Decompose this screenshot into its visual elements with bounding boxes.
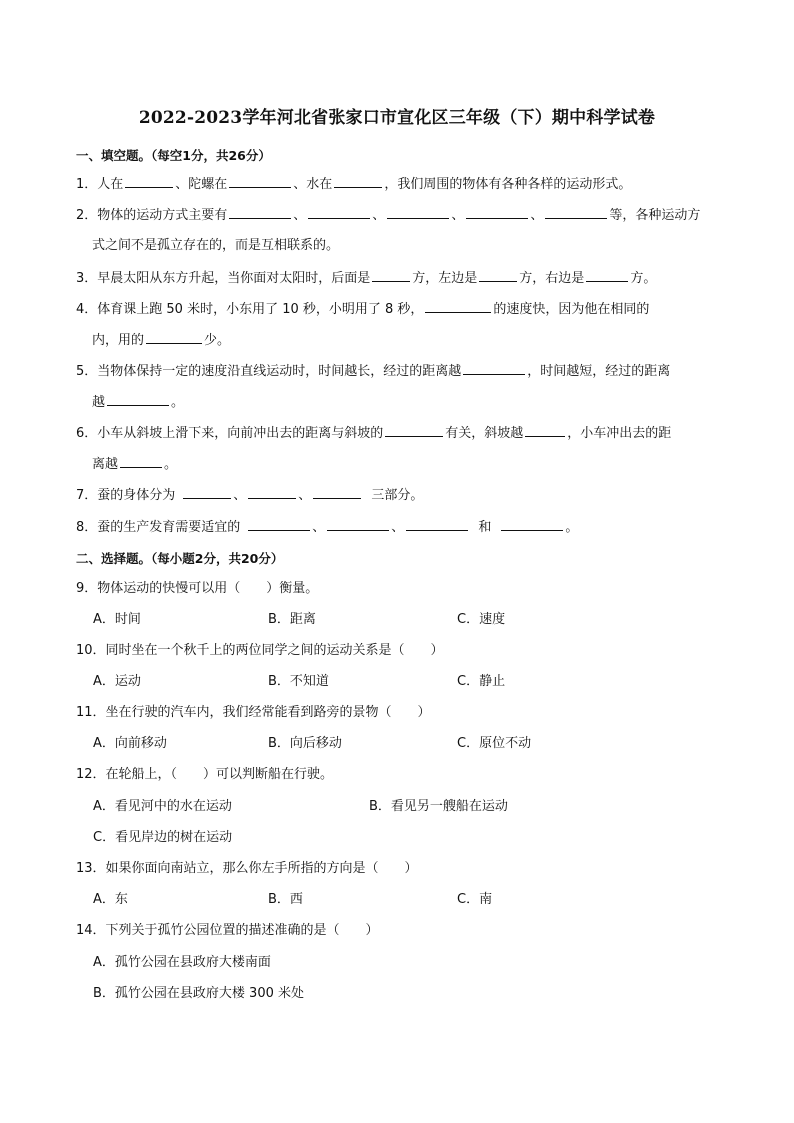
q7-sep: 、 [233,488,247,503]
q7-blank-1[interactable] [183,486,231,499]
q4-blank-2[interactable] [146,331,202,344]
q6-text-b: 有关，斜坡越 [445,426,524,441]
q8-blank-3[interactable] [406,518,468,531]
exam-title: 2022-2023学年河北省张家口市宣化区三年级（下）期中科学试卷 [138,108,656,128]
question-5 [76,362,670,381]
q2-blank-2[interactable] [308,206,370,219]
q4-text-b: 的速度快，因为他在相同的 [493,302,650,317]
q3-text-b: 方，左边是 [412,271,478,286]
q4-text-a: 4．体育课上跑 50 米时，小东用了 10 秒，小明用了 8 秒， [76,302,424,317]
q2-blank-3[interactable] [387,206,449,219]
q2-sep: 、 [451,208,465,223]
q10-option-a[interactable]: A．运动 [93,674,141,689]
q4-text-d: 少。 [204,333,231,348]
q4-blank-1[interactable] [425,300,491,313]
q3-blank-1[interactable] [372,269,410,282]
q7-text-a: 7．蚕的身体分为 [76,488,176,503]
question-12: 12．在轮船上，（ ）可以判断船在行驶。 [76,767,334,782]
question-8 [76,518,578,537]
q1-blank-2[interactable] [229,175,291,188]
q1-blank-3[interactable] [334,175,382,188]
q4-text-c: 内，用的 [92,333,145,348]
q13-option-c[interactable]: C．南 [457,892,493,907]
q6-blank-2[interactable] [525,424,565,437]
question-7 [76,486,423,505]
q6-text-e: 。 [164,457,178,472]
q1-text-a: 1．人在 [76,177,124,192]
q2-sep: 、 [530,208,544,223]
question-1 [76,175,631,194]
q9-option-c[interactable]: C．速度 [457,612,506,627]
q13-option-a[interactable]: A．东 [93,892,128,907]
question-11: 11．坐在行驶的汽车内，我们经常能看到路旁的景物（ ） [76,705,431,720]
q8-text-a: 8．蚕的生产发育需要适宜的 [76,520,241,535]
q11-option-a[interactable]: A．向前移动 [93,736,167,751]
q2-blank-4[interactable] [466,206,528,219]
q8-sep: 、 [312,520,326,535]
section-multiple-choice: 二、选择题。（每小题2分，共20分） [76,551,284,566]
q12-option-a[interactable]: A．看见河中的水在运动 [93,799,232,814]
q14-option-b[interactable]: B．孤竹公园在县政府大楼 300 米处 [93,986,304,1001]
q6-text-d: 离越 [92,457,119,472]
question-3 [76,269,656,288]
section-fill-blank: 一、填空题。（每空1分，共26分） [76,148,271,163]
q11-option-c[interactable]: C．原位不动 [457,736,532,751]
question-6 [76,424,671,443]
q12-option-b[interactable]: B．看见另一艘船在运动 [369,799,508,814]
q5-blank-1[interactable] [463,362,525,375]
q3-text-c: 方，右边是 [519,271,585,286]
q2-sep: 、 [293,208,307,223]
q2-blank-5[interactable] [545,206,607,219]
question-14: 14．下列关于孤竹公园位置的描述准确的是（ ） [76,923,379,938]
q13-option-b[interactable]: B．西 [268,892,303,907]
question-2 [76,206,700,225]
q9-option-a[interactable]: A．时间 [93,612,141,627]
q3-blank-2[interactable] [479,269,517,282]
q1-text-c: 、水在 [293,177,333,192]
question-4-cont [92,331,230,350]
q8-sep: 、 [391,520,405,535]
question-5-cont [92,393,184,412]
q9-option-b[interactable]: B．距离 [268,612,316,627]
q6-blank-1[interactable] [385,424,443,437]
q8-blank-4[interactable] [501,518,563,531]
q5-text-c: 越 [92,395,106,410]
q1-text-b: 、陀螺在 [175,177,228,192]
q2-blank-1[interactable] [229,206,291,219]
q14-option-a[interactable]: A．孤竹公园在县政府大楼南面 [93,955,271,970]
q12-option-c[interactable]: C．看见岸边的树在运动 [93,830,233,845]
q3-blank-3[interactable] [586,269,628,282]
q1-blank-1[interactable] [125,175,173,188]
question-2-cont: 式之间不是孤立存在的，而是互相联系的。 [92,238,340,253]
q6-text-c: ，小车冲出去的距 [567,426,672,441]
question-6-cont [92,455,177,474]
question-9: 9．物体运动的快慢可以用（ ）衡量。 [76,581,319,596]
q10-option-c[interactable]: C．静止 [457,674,506,689]
q6-blank-3[interactable] [120,455,162,468]
q7-text-b: 三部分。 [371,488,424,503]
q7-sep: 、 [298,488,312,503]
question-10: 10．同时坐在一个秋千上的两位同学之间的运动关系是（ ） [76,643,444,658]
q8-blank-1[interactable] [248,518,310,531]
q3-text-d: 方。 [630,271,657,286]
question-4 [76,300,649,319]
q5-text-b: ，时间越短，经过的距离 [527,364,671,379]
question-13: 13．如果你面向南站立，那么你左手所指的方向是（ ） [76,861,418,876]
q8-blank-2[interactable] [327,518,389,531]
q7-blank-2[interactable] [248,486,296,499]
q10-option-b[interactable]: B．不知道 [268,674,329,689]
q8-and: 和 [478,520,492,535]
q8-end: 。 [565,520,579,535]
q3-text-a: 3．早晨太阳从东方升起，当你面对太阳时，后面是 [76,271,371,286]
q7-blank-3[interactable] [313,486,361,499]
q11-option-b[interactable]: B．向后移动 [268,736,342,751]
q2-sep: 、 [372,208,386,223]
q5-blank-2[interactable] [107,393,169,406]
q2-text-b: 等，各种运动方 [609,208,701,223]
q6-text-a: 6．小车从斜坡上滑下来，向前冲出去的距离与斜坡的 [76,426,384,441]
q1-text-d: ，我们周围的物体有各种各样的运动形式。 [384,177,632,192]
q5-text-a: 5．当物体保持一定的速度沿直线运动时，时间越长，经过的距离越 [76,364,462,379]
q5-text-d: 。 [171,395,185,410]
q2-text-a: 2．物体的运动方式主要有 [76,208,228,223]
